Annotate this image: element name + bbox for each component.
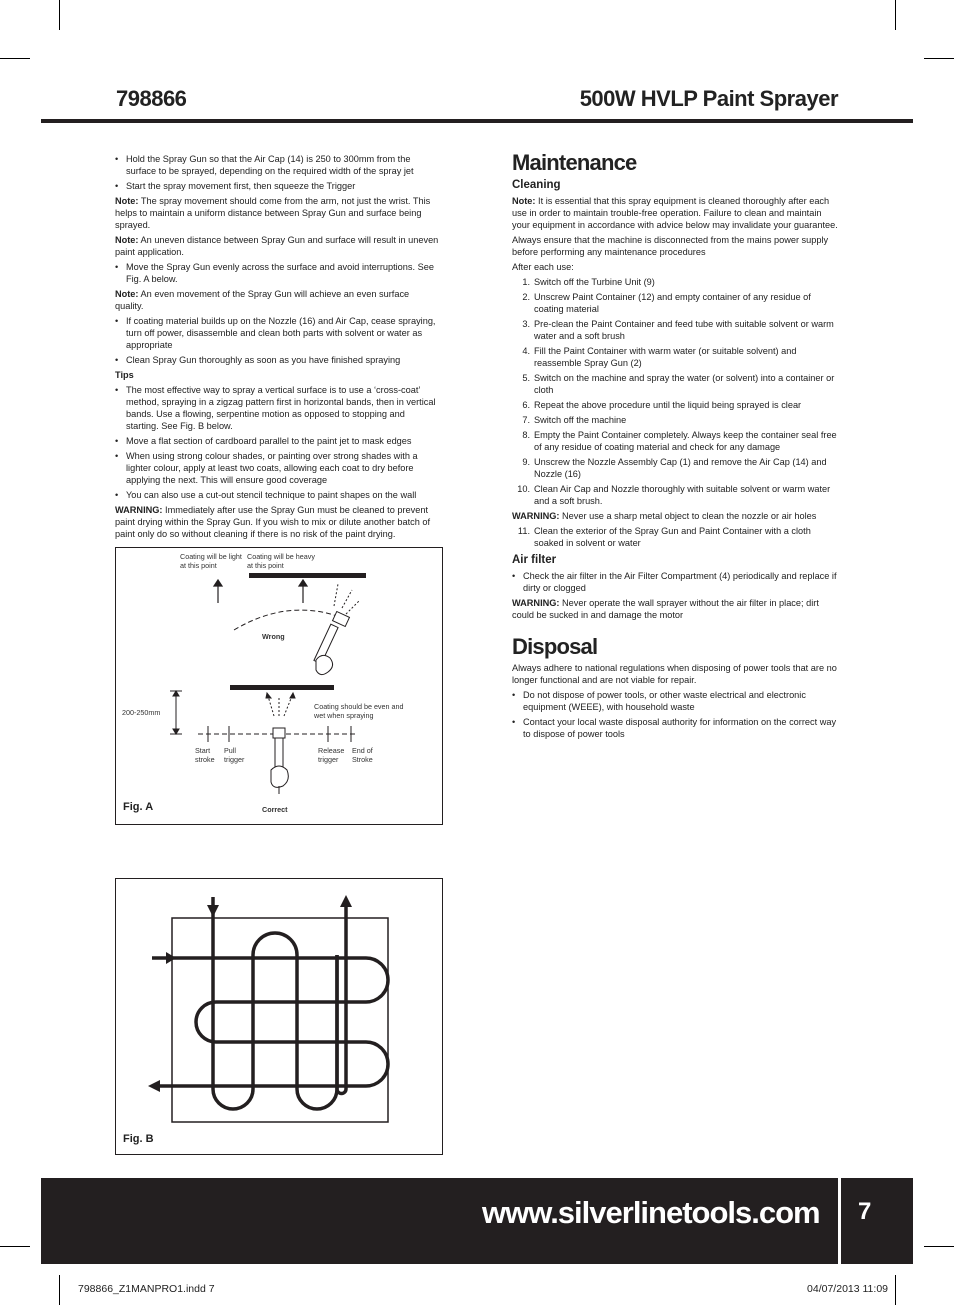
warning-sharp-object: WARNING: Never use a sharp metal object to clean the nozzle or air holes (512, 511, 817, 521)
crop-mark (59, 1275, 60, 1305)
right-column (512, 151, 840, 743)
website-link[interactable]: www.silverlinetools.com (482, 1195, 820, 1230)
crop-mark (895, 0, 896, 30)
figure-a (115, 547, 443, 825)
left-column (115, 153, 440, 543)
air-filter-heading: Air filter (512, 554, 557, 566)
crop-mark (0, 1246, 30, 1247)
tip-stencil: • You can also use a cut-out stencil technique to paint shapes on the wall (115, 489, 440, 501)
tip-cardboard: • Move a flat section of cardboard parallel to the paint jet to mask edges (115, 435, 440, 447)
label-coating-even: Coating should be even and wet when spraying (314, 702, 404, 720)
bullet-buildup: • If coating material builds up on the Nozzle (16) and Air Cap, cease spraying, turn off power, disassemble and clean both parts with solvent or water as appropriate (115, 315, 440, 351)
step-item: 8. Empty the Paint Container completely. Always keep the container seal free of any residue of coating material and check for any damage (522, 430, 837, 452)
slug-filename: 798866_Z1MANPRO1.indd 7 (78, 1283, 215, 1295)
bullet-local-authority: • Contact your local waste disposal authority for information on the correct way to dispose of power tools (512, 716, 840, 740)
maintenance-heading: Maintenance (512, 150, 637, 175)
fig-b-caption: Fig. B (123, 1133, 154, 1145)
after-each-use: After each use: (512, 262, 574, 272)
note-uneven-distance: Note: An uneven distance between Spray Gun and surface will result in uneven paint application. (115, 235, 439, 257)
cleaning-heading: Cleaning (512, 179, 561, 191)
tips-list (115, 384, 440, 501)
footer-divider (838, 1178, 841, 1264)
tips-heading: Tips (115, 370, 134, 380)
label-release-trigger: Release trigger (318, 746, 345, 764)
warning-air-filter: WARNING: Never operate the wall sprayer without the air filter in place; dirt could be sucked in and damage the motor (512, 598, 819, 620)
bullet-hold-gun: • Hold the Spray Gun so that the Air Cap (14) is 250 to 300mm from the surface to be sprayed, depending on the required width of the spray jet (115, 153, 440, 177)
spray-jet-correct (266, 693, 295, 716)
step-item: 7. Switch off the machine (522, 415, 627, 425)
step-item: 6. Repeat the above procedure until the liquid being sprayed is clear (522, 400, 802, 410)
crop-mark (59, 0, 60, 30)
warning-clean-after-use: WARNING: Immediately after use the Spray Gun must be cleaned to prevent paint drying within the Spray Gun. If you wish to mix or dilute another batch of paint only do so without cleaning if there is no risk of the paint drying. (115, 505, 431, 539)
step-item: 4. Fill the Paint Container with warm water (or suitable solvent) and reassemble Spray Gun (2) (522, 346, 797, 368)
note-even-movement: Note: An even movement of the Spray Gun will achieve an even surface quality. (115, 289, 410, 311)
ensure-disconnected: Always ensure that the machine is disconnected from the mains power supply before performing any maintenance procedures (512, 235, 829, 257)
page-number: 7 (858, 1198, 872, 1225)
crop-mark (895, 1275, 896, 1305)
note-arm-movement: Note: The spray movement should come from the arm, not just the wrist. This helps to maintain a uniform distance between Spray Gun and surface being sprayed. (115, 196, 431, 230)
arrow-out-left (148, 1080, 160, 1092)
crop-mark (924, 1246, 954, 1247)
label-distance: 200-250mm (122, 708, 161, 717)
label-wrong: Wrong (262, 632, 285, 641)
slug-datetime: 04/07/2013 11:09 (807, 1283, 888, 1295)
bullet-clean-gun: • Clean Spray Gun thoroughly as soon as you have finished spraying (115, 354, 440, 366)
arrow-heavy-point (299, 580, 307, 603)
wall-panel (172, 918, 388, 1122)
step-item: 3. Pre-clean the Paint Container and feed tube with suitable solvent or warm water and a soft brush (522, 319, 834, 341)
crop-mark (0, 58, 30, 59)
crop-mark (924, 58, 954, 59)
tip-strong-colours: • When using strong colour shades, or painting over strong shades with a lighter colour, apply at least two coats, allowing each coat to dry before applying the next. This will ensure good coverage (115, 450, 440, 486)
note-cleaning: Note: It is essential that this spray equipment is cleaned thoroughly after each use in order to maintain trouble-free operation. Failure to clean and maintain your equipment in accordance with advice below may invalidate your guarantee. (512, 196, 838, 230)
fig-a-drawing (116, 548, 444, 826)
label-start-stroke: Start stroke (195, 746, 215, 764)
disposal-heading: Disposal (512, 634, 598, 659)
figure-b (115, 878, 443, 1155)
arrow-out-top (340, 895, 352, 907)
header-rule (41, 119, 913, 123)
disposal-text: Always adhere to national regulations when disposing of power tools that are no longer functional and are not viable for repair. (512, 663, 837, 685)
label-heavy-point: Coating will be heavy at this point (247, 552, 315, 570)
step-item: 10. Clean Air Cap and Nozzle thoroughly with suitable solvent or warm water and a soft brush. (517, 484, 831, 506)
distance-indicator (170, 691, 182, 734)
wall-surface-top (249, 573, 366, 578)
label-correct: Correct (262, 805, 288, 814)
spray-gun-correct (271, 728, 288, 794)
product-title: 500W HVLP Paint Sprayer (579, 86, 838, 111)
step-item: 5. Switch on the machine and spray the water (or solvent) into a container or cloth (522, 373, 835, 395)
step-item: 1. Switch off the Turbine Unit (9) (522, 277, 655, 287)
vertical-serpentine (213, 909, 337, 1109)
horizontal-serpentine (158, 958, 388, 1086)
bullet-air-filter: • Check the air filter in the Air Filter Compartment (4) periodically and replace if dirty or clogged (512, 570, 840, 594)
step-item: 11. Clean the exterior of the Spray Gun and Paint Container with a cloth soaked in solvent or water (517, 526, 811, 548)
tip-cross-coat: • The most effective way to spray a vertical surface is to use a ‘cross-coat’ method, spraying in a zigzag pattern first in horizontal bands, then in vertical bands. Use a flowing, serpentine motion as opposed to stopping and starting. See Fig. B below. (115, 384, 440, 432)
bullet-move-evenly: • Move the Spray Gun evenly across the surface and avoid interruptions. See Fig. A below. (115, 261, 440, 285)
step-item: 2. Unscrew Paint Container (12) and empty container of any residue of coating material (522, 292, 811, 314)
spray-gun-wrong (314, 584, 360, 675)
label-end-stroke: End of Stroke (352, 746, 373, 764)
wall-surface-bottom (230, 685, 334, 690)
cleaning-steps (512, 276, 840, 507)
fig-b-drawing (116, 879, 444, 1156)
label-light-point: Coating will be light at this point (180, 552, 242, 570)
operation-bullets (115, 153, 440, 192)
model-number: 798866 (116, 86, 187, 111)
bullet-start-spray: • Start the spray movement first, then squeeze the Trigger (115, 180, 440, 192)
step-item: 9. Unscrew the Nozzle Assembly Cap (1) and remove the Air Cap (14) and Nozzle (16) (522, 457, 827, 479)
fig-a-caption: Fig. A (123, 801, 154, 813)
label-pull-trigger: Pull trigger (224, 746, 245, 764)
arrow-light-point (214, 580, 222, 603)
bullet-weee: • Do not dispose of power tools, or other waste electrical and electronic equipment (WEEE), with household waste (512, 689, 840, 713)
